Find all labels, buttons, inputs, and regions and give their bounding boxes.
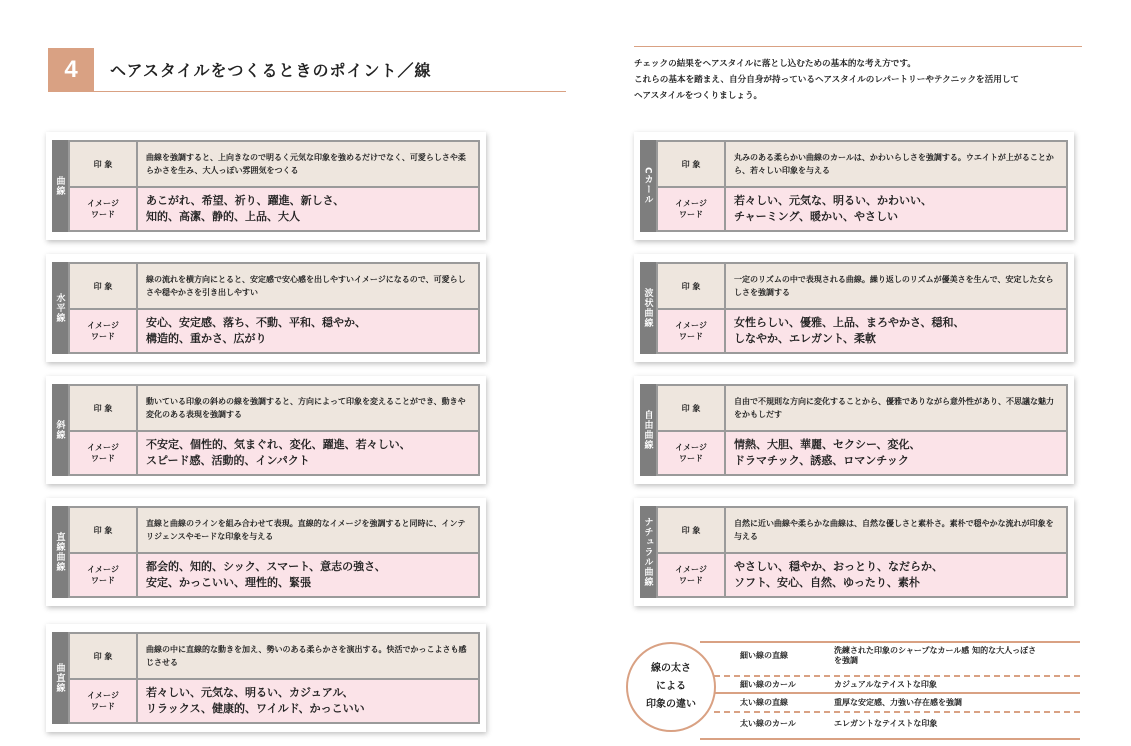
image-words-row xyxy=(70,680,478,722)
card-tag: Cカール xyxy=(640,140,656,232)
image-words-row xyxy=(70,188,478,230)
page-title: ヘアスタイルをつくるときのポイント／線 xyxy=(110,61,432,80)
impression-label: 印 象 xyxy=(658,264,726,308)
card-table xyxy=(656,506,1068,598)
impression-text: 直線と曲線のラインを組み合わせて表現。直線的なイメージを強調すると同時に、インテリジェンスやモードな印象を与える xyxy=(146,519,466,541)
thickness-text: カジュアルなテイストな印象 xyxy=(834,680,937,689)
impression-label: 印 象 xyxy=(70,634,138,678)
card-table xyxy=(68,140,480,232)
thickness-text: エレガントなテイストな印象 xyxy=(834,719,938,728)
card-tag: 水平線 xyxy=(52,262,68,354)
card-tag: 斜線 xyxy=(52,384,68,476)
image-words-text: 都会的、知的、シック、スマート、意志の強さ、 安定、かっこいい、理性的、緊張 xyxy=(146,560,386,589)
line-thickness-circle: 線の太さ による 印象の違い xyxy=(626,642,716,732)
line-card xyxy=(634,254,1074,362)
card-tag: 直線曲線 xyxy=(52,506,68,598)
card-table xyxy=(68,384,480,476)
intro-text xyxy=(634,56,1094,104)
impression-text: 丸みのある柔らかい曲線のカールは、かわいらしさを強調する。ウエイトが上がることから、若々しい印象を与える xyxy=(734,153,1054,175)
impression-row xyxy=(70,634,478,680)
image-words-label: イメージ ワード xyxy=(658,432,726,474)
intro-line: ヘアスタイルをつくりましょう。 xyxy=(634,91,763,101)
section-number: 4 xyxy=(48,48,94,92)
image-words-label: イメージ ワード xyxy=(70,680,138,722)
impression-label: 印 象 xyxy=(70,142,138,186)
impression-label: 印 象 xyxy=(70,264,138,308)
image-words-label: イメージ ワード xyxy=(658,188,726,230)
impression-label: 印 象 xyxy=(658,508,726,552)
line-card xyxy=(634,498,1074,606)
line-card xyxy=(46,624,486,732)
impression-row xyxy=(658,142,1066,188)
divider-line xyxy=(700,738,1080,740)
impression-row xyxy=(70,386,478,432)
impression-row xyxy=(658,386,1066,432)
line-card xyxy=(634,132,1074,240)
line-card xyxy=(634,376,1074,484)
card-tag: 自由曲線 xyxy=(640,384,656,476)
image-words-text: 不安定、個性的、気まぐれ、変化、躍進、若々しい、 スピード感、活動的、インパクト xyxy=(146,438,411,467)
divider-dashed xyxy=(714,675,1080,677)
image-words-row xyxy=(658,188,1066,230)
impression-row xyxy=(70,264,478,310)
impression-text: 曲線を強調すると、上向きなので明るく元気な印象を強めるだけでなく、可愛らしさや柔らかさを生み、大人っぽい雰囲気をつくる xyxy=(146,153,466,175)
impression-text: 曲線の中に直線的な動きを加え、勢いのある柔らかさを演出する。快活でかっこよさも感じさせる xyxy=(146,645,467,667)
impression-text: 一定のリズムの中で表現される曲線。繰り返しのリズムが優美さを生んで、安定した女らしさを強調する xyxy=(734,275,1054,297)
line-card xyxy=(46,132,486,240)
image-words-row xyxy=(658,310,1066,352)
card-tag: 曲直線 xyxy=(52,632,68,724)
line-card xyxy=(46,254,486,362)
image-words-row xyxy=(658,432,1066,474)
thickness-label: 太い線の直線 xyxy=(740,698,788,707)
impression-text: 自由で不規則な方向に変化することから、優雅でありながら意外性があり、不思議な魅力をかもしだす xyxy=(734,397,1054,419)
impression-text: 動いている印象の斜めの線を強調すると、方向によって印象を変えることができ、動きや変化のある表現を強調する xyxy=(146,397,466,419)
line-card xyxy=(46,498,486,606)
image-words-label: イメージ ワード xyxy=(70,554,138,596)
image-words-text: 女性らしい、優雅、上品、まろやかさ、穏和、 しなやか、エレガント、柔軟 xyxy=(734,316,965,345)
impression-row xyxy=(70,142,478,188)
intro-line: チェックの結果をヘアスタイルに落とし込むための基本的な考え方です。 xyxy=(634,59,916,69)
line-card xyxy=(46,376,486,484)
card-table xyxy=(68,506,480,598)
image-words-text: あこがれ、希望、祈り、躍進、新しさ、 知的、高潔、静的、上品、大人 xyxy=(146,194,345,223)
card-tag: ナチュラル曲線 xyxy=(640,506,656,598)
impression-label: 印 象 xyxy=(70,508,138,552)
divider-line xyxy=(700,641,1080,643)
card-table xyxy=(68,262,480,354)
image-words-row xyxy=(658,554,1066,596)
card-table xyxy=(68,632,480,724)
intro-topline xyxy=(634,46,1082,47)
card-table xyxy=(656,140,1068,232)
image-words-label: イメージ ワード xyxy=(70,188,138,230)
image-words-text: 若々しい、元気な、明るい、かわいい、 チャーミング、暖かい、やさしい xyxy=(734,194,932,223)
impression-row xyxy=(70,508,478,554)
divider-line xyxy=(712,692,1080,694)
impression-text: 自然に近い曲線や柔らかな曲線は、自然な優しさと素朴さ。素朴で穏やかな流れが印象を与える xyxy=(734,519,1054,541)
thickness-label: 細い線の直線 xyxy=(740,651,788,660)
card-tag: 波状曲線 xyxy=(640,262,656,354)
image-words-row xyxy=(70,310,478,352)
impression-text: 線の流れを横方向にとると、安定感で安心感を出しやすいイメージになるので、可愛らしさや穏やかさを引き出しやすい xyxy=(146,275,466,297)
image-words-text: 若々しい、元気な、明るい、カジュアル、 リラックス、健康的、ワイルド、かっこいい xyxy=(146,686,365,715)
image-words-text: 安心、安定感、落ち、不動、平和、穏やか、 構造的、重かさ、広がり xyxy=(146,316,366,345)
impression-row xyxy=(658,508,1066,554)
impression-label: 印 象 xyxy=(658,386,726,430)
image-words-row xyxy=(70,554,478,596)
image-words-text: やさしい、穏やか、おっとり、なだらか、 ソフト、安心、自然、ゆったり、素朴 xyxy=(734,560,943,589)
image-words-text: 情熱、大胆、華麗、セクシー、変化、 ドラマチック、誘惑、ロマンチック xyxy=(734,438,921,467)
card-table xyxy=(656,384,1068,476)
image-words-label: イメージ ワード xyxy=(658,554,726,596)
intro-line: これらの基本を踏まえ、自分自身が持っているヘアスタイルのレパートリーやテクニックを活用して xyxy=(634,75,1020,85)
impression-label: 印 象 xyxy=(70,386,138,430)
card-table xyxy=(656,262,1068,354)
image-words-label: イメージ ワード xyxy=(658,310,726,352)
image-words-label: イメージ ワード xyxy=(70,432,138,474)
thickness-label: 細い線のカール xyxy=(740,680,796,689)
title-underline xyxy=(48,91,566,92)
thickness-text: 重厚な安定感、力強い存在感を強調 xyxy=(834,698,962,707)
card-tag: 曲線 xyxy=(52,140,68,232)
image-words-label: イメージ ワード xyxy=(70,310,138,352)
impression-row xyxy=(658,264,1066,310)
thickness-text: 洗練された印象のシャープなカール感 知的な大人っぽさを強調 xyxy=(834,646,1037,665)
thickness-label: 太い線のカール xyxy=(740,719,796,728)
impression-label: 印 象 xyxy=(658,142,726,186)
image-words-row xyxy=(70,432,478,474)
divider-dashed xyxy=(714,711,1080,713)
